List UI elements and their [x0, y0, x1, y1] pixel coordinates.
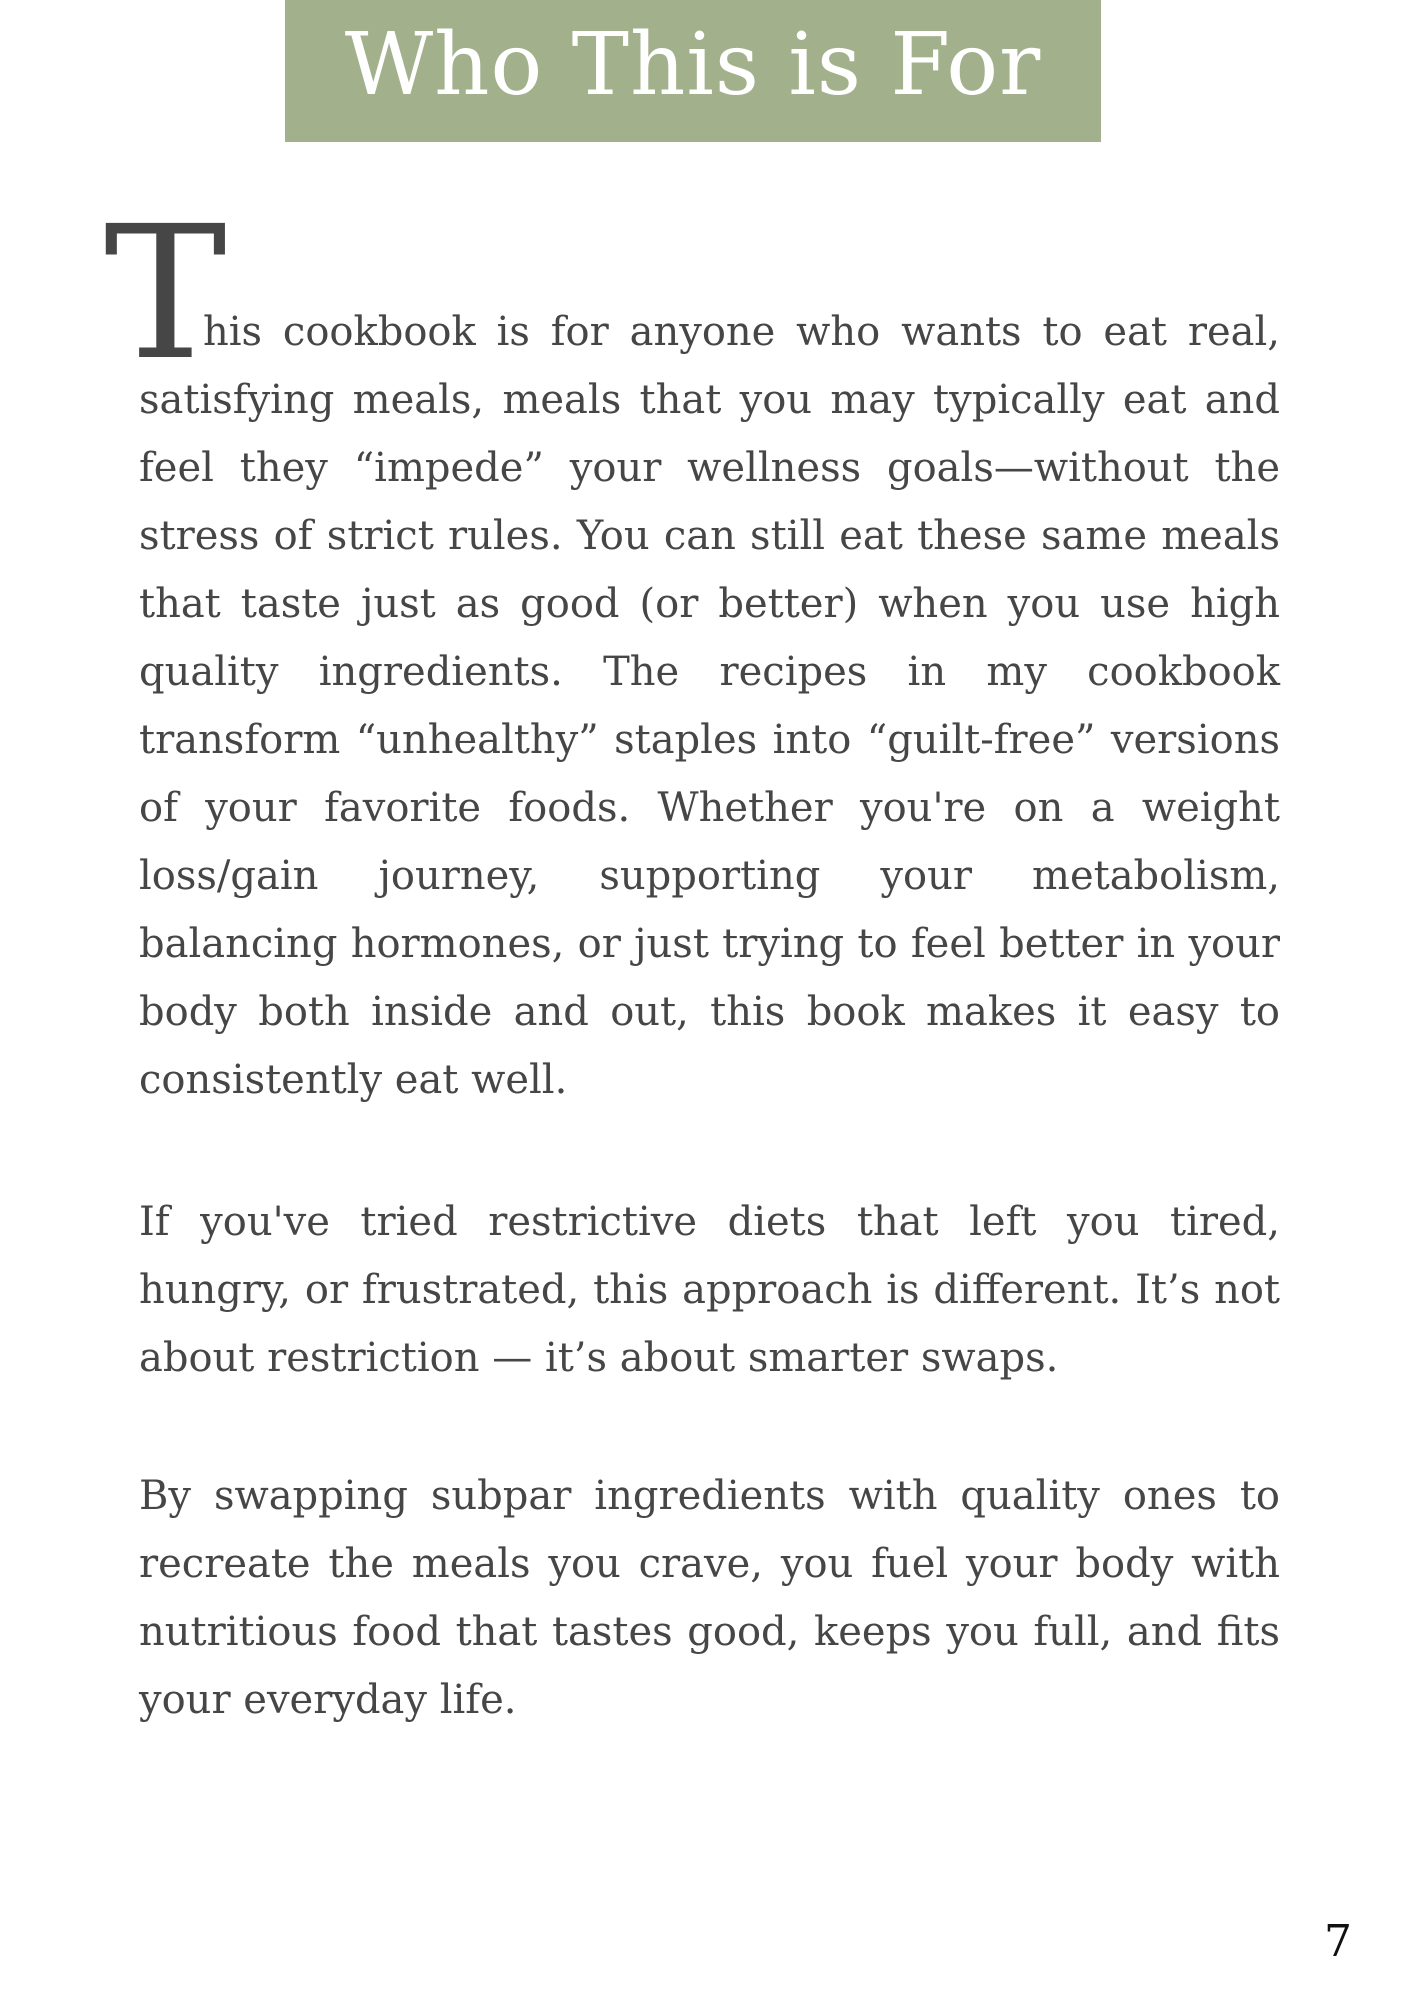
title-banner	[285, 0, 1101, 142]
drop-cap: T	[104, 187, 227, 401]
paragraph-intro: his cookbook is for anyone who wants to eat real, satisfying meals, meals that you may typically eat and feel they “impede” your wellness goals—without the stress of strict rules. You can still eat these same meals that taste just as good (or better) when you use high quality ingredients. The recipes in my cookbook transform “unhealthy” staples into “guilt-free” versions of your favorite foods. Whether you're on a weight loss/gain journey, supporting your metabolism, balancing hormones, or just trying to feel better in your body both inside and out, this book makes it easy to consistently eat well.	[139, 309, 1280, 1103]
page-number: 7	[1324, 1916, 1352, 1967]
paragraph-restrictive-diets: If you've tried restrictive diets that left you tired, hungry, or frustrated, this approach is different. It’s not about restriction — it’s about smarter swaps.	[139, 1199, 1280, 1381]
paragraph-swapping: By swapping subpar ingredients with quality ones to recreate the meals you crave, you fuel your body with nutritious food that tastes good, keeps you full, and fits your everyday life.	[139, 1473, 1280, 1723]
page-title: Who This is For	[344, 15, 1042, 115]
